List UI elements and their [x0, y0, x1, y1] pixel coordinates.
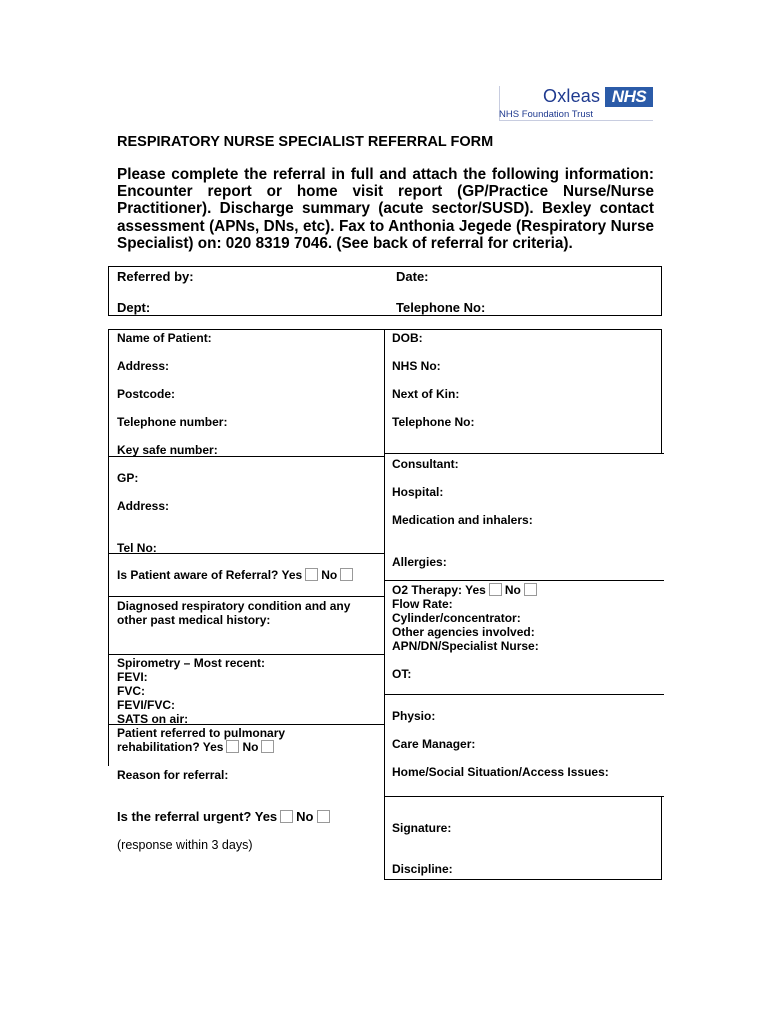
table-center-divider [384, 329, 385, 880]
flow-rate-label: Flow Rate: [392, 597, 453, 611]
gp-address-label[interactable]: Address: [117, 499, 170, 513]
fvc-label: FVC: [117, 684, 145, 698]
pulmonary-rehab-block [117, 726, 382, 754]
spirometry-block[interactable] [117, 656, 382, 726]
diagnosed-line-1: Diagnosed respiratory condition and any [117, 599, 351, 613]
o2-yes-checkbox[interactable] [489, 583, 502, 596]
patient-aware-row [117, 568, 356, 582]
care-manager-label[interactable]: Care Manager: [392, 737, 476, 751]
allergies-label[interactable]: Allergies: [392, 555, 447, 569]
pulm-rehab-yes-checkbox[interactable] [226, 740, 239, 753]
row-divider [384, 694, 664, 695]
consultant-label[interactable]: Consultant: [392, 457, 459, 471]
row-divider [384, 580, 664, 581]
name-of-patient-label[interactable]: Name of Patient: [117, 331, 212, 345]
postcode-label[interactable]: Postcode: [117, 387, 176, 401]
o2-no-label: No [504, 583, 521, 597]
pulm-rehab-no-label: No [242, 740, 259, 754]
row-divider [384, 796, 664, 797]
diagnosed-line-2: other past medical history: [117, 613, 271, 627]
other-agencies-label: Other agencies involved: [392, 625, 535, 639]
gp-label[interactable]: GP: [117, 471, 139, 485]
patient-address-label[interactable]: Address: [117, 359, 170, 373]
o2-no-checkbox[interactable] [524, 583, 537, 596]
aware-yes-checkbox[interactable] [305, 568, 318, 581]
aware-no-label: No [321, 568, 338, 582]
medication-inhalers-label[interactable]: Medication and inhalers: [392, 513, 533, 527]
dept-label[interactable]: Dept: [117, 300, 151, 315]
dob-label[interactable]: DOB: [392, 331, 423, 345]
row-divider [108, 596, 385, 597]
spirometry-heading: Spirometry – Most recent: [117, 656, 266, 670]
next-of-kin-label[interactable]: Next of Kin: [392, 387, 460, 401]
fevi-fvc-label: FEVI/FVC: [117, 698, 176, 712]
table-left-border [108, 329, 109, 766]
row-divider [384, 453, 664, 454]
patient-telephone-no-label[interactable]: Telephone No: [392, 415, 475, 429]
referrer-telephone-label[interactable]: Telephone No: [396, 300, 486, 315]
gp-tel-no-label[interactable]: Tel No: [117, 541, 157, 555]
referred-by-label[interactable]: Referred by: [117, 269, 194, 284]
form-title: RESPIRATORY NURSE SPECIALIST REFERRAL FORM [117, 134, 494, 150]
o2-therapy-question: O2 Therapy: Yes [392, 583, 486, 597]
table-right-border-lower [661, 796, 662, 880]
fevi-label: FEVI: [117, 670, 148, 684]
diagnosed-condition-label[interactable] [117, 599, 382, 627]
patient-aware-question: Is Patient aware of Referral? Yes [117, 568, 303, 582]
pulmonary-rehab-question: rehabilitation? Yes [117, 740, 224, 754]
discipline-label[interactable]: Discipline: [392, 862, 453, 876]
logo-subtitle: NHS Foundation Trust [499, 109, 593, 120]
logo-underline [499, 120, 653, 121]
reason-for-referral-label[interactable]: Reason for referral: [117, 768, 229, 782]
row-divider [108, 654, 385, 655]
aware-no-checkbox[interactable] [340, 568, 353, 581]
referral-urgent-row [117, 809, 333, 824]
sats-on-air-label: SATS on air: [117, 712, 189, 726]
urgent-no-label: No [296, 809, 314, 824]
intro-text: Please complete the referral in full and attach the following information: Encounter report or home visit report (GP/Practice Nurse/Nurse Practitioner). Discharge summary (acute sector/SUSD). Bexley contact assessment (APNs, DNs, etc). Fax to Anthonia Jegede (Respiratory Nurse Specialist) on: 020 8319 7046. (See back of referral for criteria). [117, 166, 654, 252]
home-social-situation-label[interactable]: Home/Social Situation/Access Issues: [392, 765, 609, 779]
cylinder-concentrator-label: Cylinder/concentrator: [392, 611, 521, 625]
pulm-rehab-no-checkbox[interactable] [261, 740, 274, 753]
key-safe-number-label[interactable]: Key safe number: [117, 443, 218, 457]
nhs-badge: NHS [605, 87, 653, 107]
urgent-yes-checkbox[interactable] [280, 810, 293, 823]
referral-urgent-question: Is the referral urgent? Yes [117, 809, 278, 824]
ot-label[interactable]: OT: [392, 667, 412, 681]
urgent-no-checkbox[interactable] [317, 810, 330, 823]
table-right-border-upper [661, 329, 662, 453]
hospital-label[interactable]: Hospital: [392, 485, 444, 499]
signature-label[interactable]: Signature: [392, 821, 452, 835]
response-note: (response within 3 days) [117, 838, 253, 852]
table-bottom-border [384, 879, 662, 880]
pulmonary-rehab-line-1: Patient referred to pulmonary [117, 726, 286, 740]
apn-dn-specialist-label: APN/DN/Specialist Nurse: [392, 639, 539, 653]
physio-label[interactable]: Physio: [392, 709, 436, 723]
logo-org-name: Oxleas [543, 86, 601, 106]
date-label[interactable]: Date: [396, 269, 429, 284]
telephone-number-label[interactable]: Telephone number: [117, 415, 228, 429]
o2-therapy-block [392, 583, 657, 653]
nhs-no-label[interactable]: NHS No: [392, 359, 441, 373]
